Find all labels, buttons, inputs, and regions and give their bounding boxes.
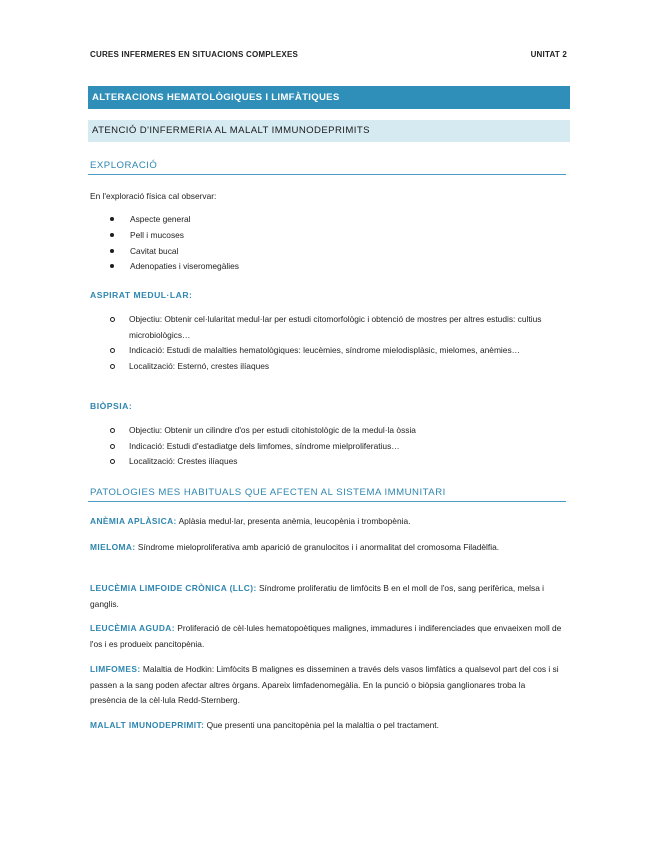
pathology-term: LEUCÈMIA LIMFOIDE CRÒNICA (LLC):: [90, 583, 257, 593]
list-item-text: Indicació: Estudi d'estadiatge dels limfomes, síndrome mielproliferatius…: [129, 440, 400, 451]
pathology-description: Aplàsia medul·lar, presenta anèmia, leucopènia i trombopènia.: [176, 516, 411, 526]
pathology-term: ANÈMIA APLÀSICA:: [90, 516, 177, 526]
pathology-entry: [90, 540, 562, 556]
list-item: [110, 312, 560, 343]
heading-patologies-text: PATOLOGIES MES HABITUALS QUE AFECTEN AL SISTEMA IMMUNITARI: [90, 487, 446, 498]
list-item: [110, 423, 560, 439]
pathology-description: Síndrome proliferatiu de limfòcits B en el moll de l'os, sang perifèrica, melsa i ganglis.: [90, 583, 545, 609]
list-item-text: Objectiu: Obtenir cel·lularitat medul·lar per estudi citomorfològic i obtenció de mostres per altres estudis: cultius microbiològics…: [129, 314, 542, 340]
running-header: [90, 50, 567, 59]
bullet-icon: [110, 264, 114, 268]
list-item-text: Localització: Crestes ilíaques: [129, 456, 238, 466]
pathology-entry: [90, 621, 562, 652]
pathology-description: Malaltia de Hodkin: Limfòcits B malignes es disseminen a través dels vasos limfàtics a qualsevol part del cos i si passen a la sang poden afectar altres òrgans. Apareix limfadenomegàlia. En la punció o biòpsia ganglionares troba la presència de la cèl·lula Redd-Sternberg.: [90, 664, 559, 706]
list-item-text: Pell i mucoses: [130, 229, 184, 240]
circle-bullet-icon: [110, 444, 115, 449]
pathology-entry: [90, 581, 562, 612]
pathology-entry: [90, 662, 562, 709]
bullet-icon: [110, 233, 114, 237]
pathology-term: MIELOMA:: [90, 542, 136, 552]
header-course-title: CURES INFERMERES EN SITUACIONS COMPLEXES: [90, 50, 299, 59]
list-item-text: Localització: Esternó, crestes ilíaques: [129, 360, 270, 371]
aspirat-list: [110, 312, 560, 374]
heading-aspirat-medullar: ASPIRAT MEDUL·LAR:: [90, 290, 193, 300]
pathology-description: Proliferació de cèl·lules hematopoètiques malignes, immadures i indiferenciades que envaeixen moll de l'os i es produeix pancitopènia.: [90, 623, 562, 649]
heading-patologies: [88, 487, 566, 502]
pathology-entry: [90, 718, 562, 734]
header-unit-label: UNITAT 2: [530, 50, 567, 59]
pathology-description: Síndrome mieloproliferativa amb aparició de granulocitos i i anormalitat del cromosoma Filadèlfia.: [135, 542, 500, 552]
section-title-bar: [88, 120, 570, 142]
section-title: ATENCIÓ D'INFERMERIA AL MALALT IMMUNODEPRIMITS: [92, 125, 370, 136]
heading-exploracio: [88, 160, 566, 175]
circle-bullet-icon: [110, 317, 115, 322]
heading-exploracio-text: EXPLORACIÓ: [90, 160, 158, 171]
pathology-entry: [90, 514, 562, 530]
biopsia-list: [110, 423, 560, 470]
circle-bullet-icon: [110, 428, 115, 433]
list-item: [110, 359, 560, 375]
chapter-title: ALTERACIONS HEMATOLÒGIQUES I LIMFÀTIQUES: [92, 92, 340, 103]
list-item-text: Aspecte general: [130, 214, 191, 224]
circle-bullet-icon: [110, 364, 115, 369]
heading-biopsia: BIÒPSIA:: [90, 401, 133, 411]
list-item: [110, 214, 239, 230]
exploracio-intro: En l'exploració física cal observar:: [90, 191, 217, 201]
list-item: [110, 439, 560, 455]
circle-bullet-icon: [110, 348, 115, 353]
exploracio-list: [110, 214, 239, 277]
bullet-icon: [110, 249, 114, 253]
list-item-text: Objectiu: Obtenir un cilindre d'os per estudi citohistològic de la medul·la òssia: [129, 425, 416, 435]
bullet-icon: [110, 217, 114, 221]
pathology-term: MALALT IMUNODEPRIMIT:: [90, 720, 205, 730]
list-item-text: Cavitat bucal: [130, 245, 179, 256]
list-item-text: Adenopaties i viseromegàlies: [130, 261, 239, 272]
list-item: [110, 454, 560, 470]
pathology-term: LEUCÈMIA AGUDA:: [90, 623, 175, 633]
pathology-term: LIMFOMES:: [90, 664, 141, 674]
list-item: [110, 261, 239, 277]
pathology-description: Que presenti una pancitopènia pel la malaltia o pel tractament.: [204, 720, 439, 730]
list-item: [110, 246, 239, 262]
circle-bullet-icon: [110, 459, 115, 464]
list-item: [110, 343, 560, 359]
chapter-title-bar: [88, 86, 570, 109]
list-item-text: Indicació: Estudi de malalties hematològiques: leucèmies, síndrome mielodisplàsic, mielomes, anèmies…: [129, 345, 521, 355]
list-item: [110, 230, 239, 246]
